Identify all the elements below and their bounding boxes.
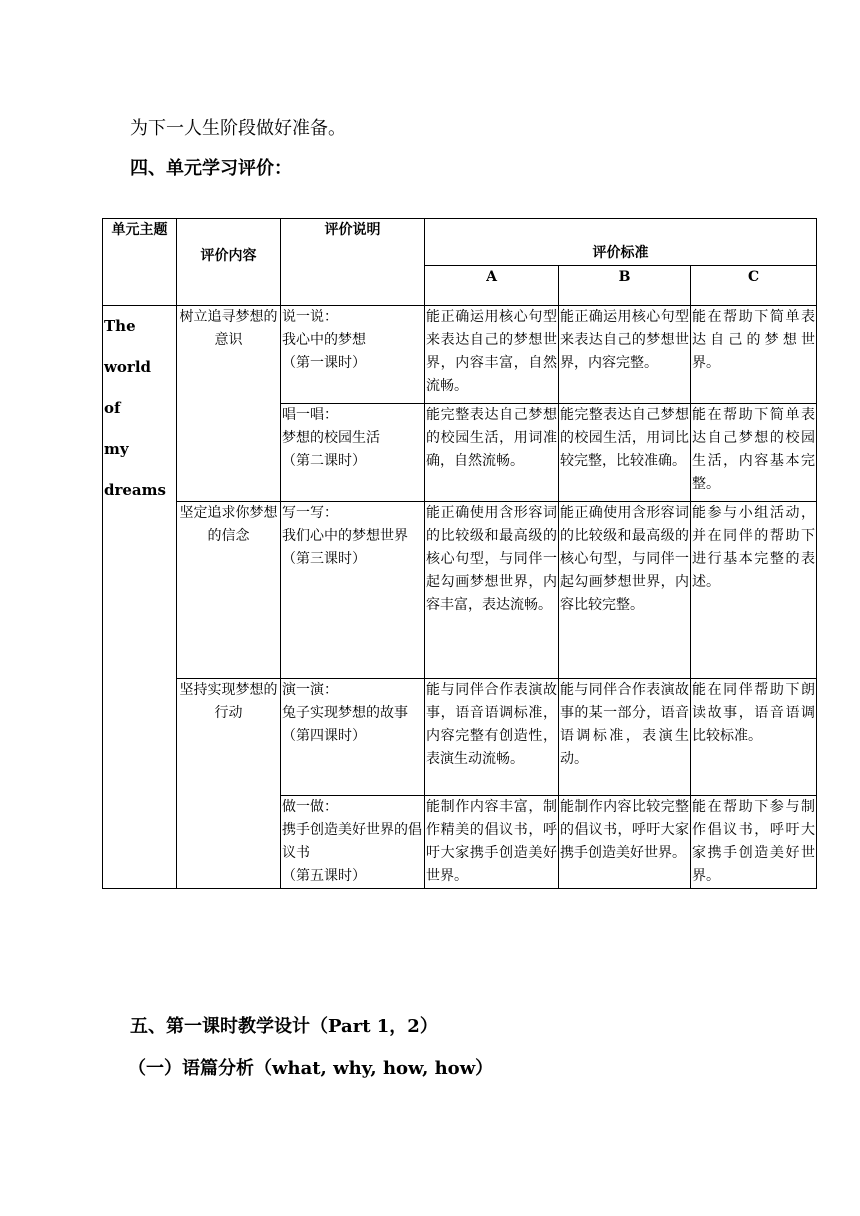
activity-name: 说一说： xyxy=(282,309,338,325)
theme-word: dreams xyxy=(104,481,166,499)
unit-theme-cell xyxy=(103,306,177,889)
intro-line: 为下一人生阶段做好准备。 xyxy=(130,118,346,139)
theme-word: my xyxy=(104,440,129,458)
section-4-heading: 四、单元学习评价： xyxy=(130,158,292,179)
header-row xyxy=(103,219,817,266)
standard-a-cell: 能制作内容丰富，制作精美的倡议书，呼吁大家携手创造美好世界。 xyxy=(425,796,559,889)
description-cell xyxy=(281,796,425,889)
activity-name: 唱一唱： xyxy=(282,407,338,423)
evaluation-table xyxy=(102,218,817,889)
header-content: 评价内容 xyxy=(177,219,281,306)
table-row xyxy=(103,306,817,404)
activity-title: 携手创造美好世界的倡议书 xyxy=(282,822,422,861)
evaluation-content-cell: 坚持实现梦想的行动 xyxy=(177,679,281,889)
header-grade-a: A xyxy=(425,266,559,306)
description-cell xyxy=(281,404,425,502)
lesson-label: （第一课时） xyxy=(282,355,366,371)
standard-a-cell: 能完整表达自己梦想的校园生活，用词准确，自然流畅。 xyxy=(425,404,559,502)
standard-b-cell: 能完整表达自己梦想的校园生活，用词比较完整，比较准确。 xyxy=(559,404,691,502)
standard-b-cell: 能与同伴合作表演故事的某一部分，语音语调标准，表演生动。 xyxy=(559,679,691,796)
header-standard: 评价标准 xyxy=(425,219,817,266)
section-5-heading: 五、第一课时教学设计（Part 1，2） xyxy=(130,1016,438,1037)
activity-name: 写一写： xyxy=(282,505,338,521)
lesson-label: （第四课时） xyxy=(282,728,366,744)
standard-b-cell: 能正确使用含形容词的比较级和最高级的核心句型，与同伴一起勾画梦想世界，内容比较完整。 xyxy=(559,502,691,679)
standard-c-cell: 能在帮助下参与制作倡议书，呼吁大家携手创造美好世界。 xyxy=(691,796,817,889)
standard-c-cell: 能在帮助下简单表达自己梦想的校园生活，内容基本完整。 xyxy=(691,404,817,502)
standard-b-cell: 能正确运用核心句型来表达自己的梦想世界，内容完整。 xyxy=(559,306,691,404)
standard-b-cell: 能制作内容比较完整的倡议书，呼吁大家携手创造美好世界。 xyxy=(559,796,691,889)
theme-word: The xyxy=(104,317,136,335)
theme-word: of xyxy=(104,399,121,417)
lesson-label: （第五课时） xyxy=(282,868,366,884)
standard-c-cell: 能参与小组活动，并在同伴的帮助下进行基本完整的表述。 xyxy=(691,502,817,679)
activity-name: 演一演： xyxy=(282,682,338,698)
header-theme: 单元主题 xyxy=(103,219,177,306)
theme-word: world xyxy=(104,358,152,376)
table-row xyxy=(103,679,817,796)
header-description: 评价说明 xyxy=(281,219,425,306)
description-cell xyxy=(281,502,425,679)
evaluation-content-cell: 树立追寻梦想的意识 xyxy=(177,306,281,502)
header-grade-b: B xyxy=(559,266,691,306)
standard-c-cell: 能在同伴帮助下朗读故事，语音语调比较标准。 xyxy=(691,679,817,796)
standard-a-cell: 能正确使用含形容词的比较级和最高级的核心句型，与同伴一起勾画梦想世界，内容丰富，表达流畅。 xyxy=(425,502,559,679)
description-cell xyxy=(281,306,425,404)
description-cell xyxy=(281,679,425,796)
evaluation-content-cell: 坚定追求你梦想的信念 xyxy=(177,502,281,679)
standard-c-cell: 能在帮助下简单表达自己的梦想世界。 xyxy=(691,306,817,404)
standard-a-cell: 能与同伴合作表演故事，语音语调标准，内容完整有创造性，表演生动流畅。 xyxy=(425,679,559,796)
subsection-1-heading: （一）语篇分析（what, why, how, how） xyxy=(128,1058,494,1079)
activity-name: 做一做： xyxy=(282,799,338,815)
standard-a-cell: 能正确运用核心句型来表达自己的梦想世界，内容丰富，自然流畅。 xyxy=(425,306,559,404)
activity-title: 我心中的梦想 xyxy=(282,332,366,348)
activity-title: 兔子实现梦想的故事 xyxy=(282,705,408,721)
activity-title: 我们心中的梦想世界 xyxy=(282,528,408,544)
activity-title: 梦想的校园生活 xyxy=(282,430,380,446)
header-grade-c: C xyxy=(691,266,817,306)
table-row xyxy=(103,502,817,679)
lesson-label: （第三课时） xyxy=(282,551,366,567)
lesson-label: （第二课时） xyxy=(282,453,366,469)
